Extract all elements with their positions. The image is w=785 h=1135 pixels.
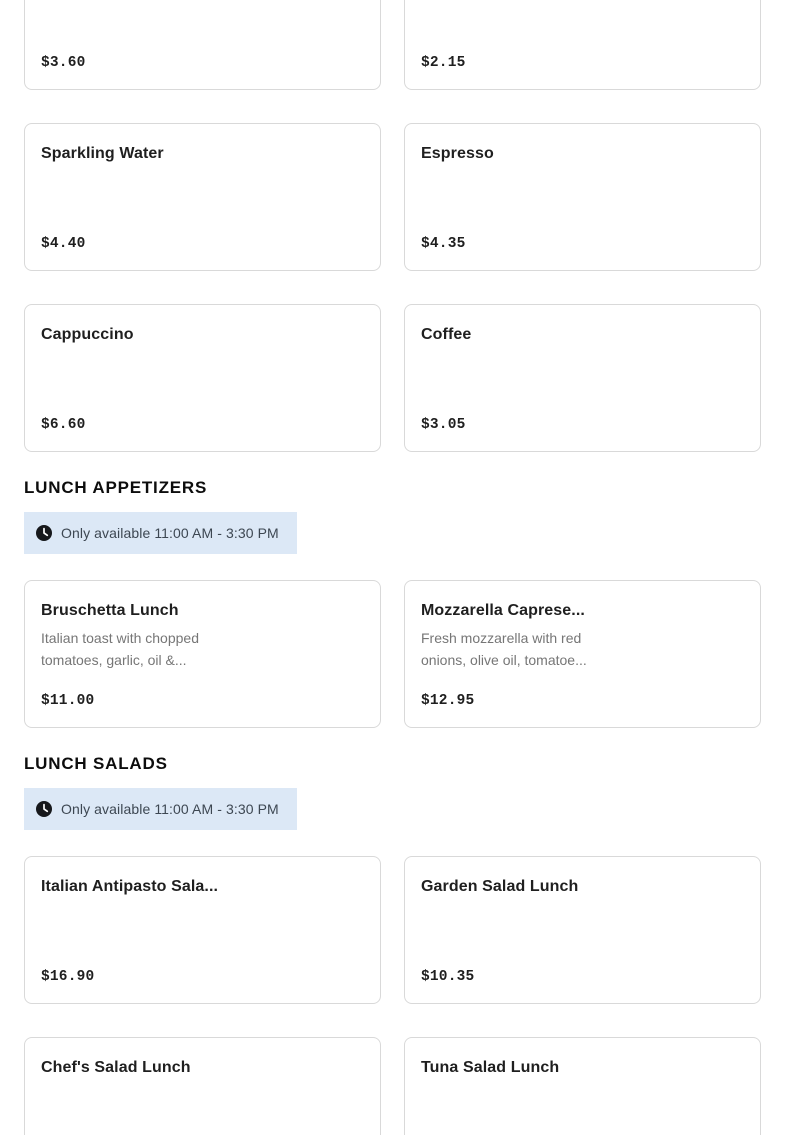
item-name: Tuna Salad Lunch (421, 1059, 560, 1076)
item-name: Espresso (421, 145, 494, 162)
item-price: $4.40 (41, 236, 86, 252)
clock-icon (36, 525, 52, 541)
section-lunch-appetizers (24, 476, 761, 728)
item-name: Chef's Salad Lunch (41, 1059, 191, 1076)
menu-item-card[interactable] (24, 123, 381, 271)
item-name: Sparkling Water (41, 145, 164, 162)
menu-item-card[interactable] (404, 580, 761, 728)
availability-label: Only available 11:00 AM - 3:30 PM (61, 801, 279, 817)
section-header: LUNCH SALADS (24, 754, 168, 773)
item-name: Garden Salad Lunch (421, 878, 579, 895)
menu-grid-lunch-salads (24, 856, 761, 1135)
item-price: $3.60 (41, 55, 86, 71)
menu-grid-beverages (24, 0, 761, 452)
availability-badge (24, 788, 297, 830)
menu-item-card[interactable] (404, 0, 761, 90)
item-price: $3.05 (421, 417, 466, 433)
menu-item-card[interactable] (404, 123, 761, 271)
menu-item-card[interactable] (24, 304, 381, 452)
menu-grid-lunch-appetizers (24, 580, 761, 728)
menu-item-card[interactable] (24, 0, 381, 90)
section-lunch-salads (24, 752, 761, 1135)
item-name: Cappuccino (41, 326, 134, 343)
menu-item-card[interactable] (404, 1037, 761, 1135)
item-price: $12.95 (421, 693, 475, 709)
menu-item-card[interactable] (404, 304, 761, 452)
item-description: Italian toast with chopped tomatoes, garlic, oil &... (41, 630, 199, 668)
item-name: Bruschetta Lunch (41, 602, 179, 619)
item-price: $11.00 (41, 693, 95, 709)
availability-badge (24, 512, 297, 554)
clock-icon (36, 801, 52, 817)
item-name: Italian Antipasto Sala... (41, 878, 219, 895)
item-price: $16.90 (41, 969, 95, 985)
menu-item-card[interactable] (24, 1037, 381, 1135)
item-price: $6.60 (41, 417, 86, 433)
menu-item-card[interactable] (24, 580, 381, 728)
section-header: LUNCH APPETIZERS (24, 478, 208, 497)
menu-item-card[interactable] (24, 856, 381, 1004)
item-price: $4.35 (421, 236, 466, 252)
availability-label: Only available 11:00 AM - 3:30 PM (61, 525, 279, 541)
item-price: $10.35 (421, 969, 475, 985)
item-description: Fresh mozzarella with red onions, olive oil, tomatoe... (421, 630, 587, 668)
item-name: Coffee (421, 326, 472, 343)
menu-item-card[interactable] (404, 856, 761, 1004)
item-price: $2.15 (421, 55, 466, 71)
item-name: Mozzarella Caprese... (421, 602, 585, 619)
